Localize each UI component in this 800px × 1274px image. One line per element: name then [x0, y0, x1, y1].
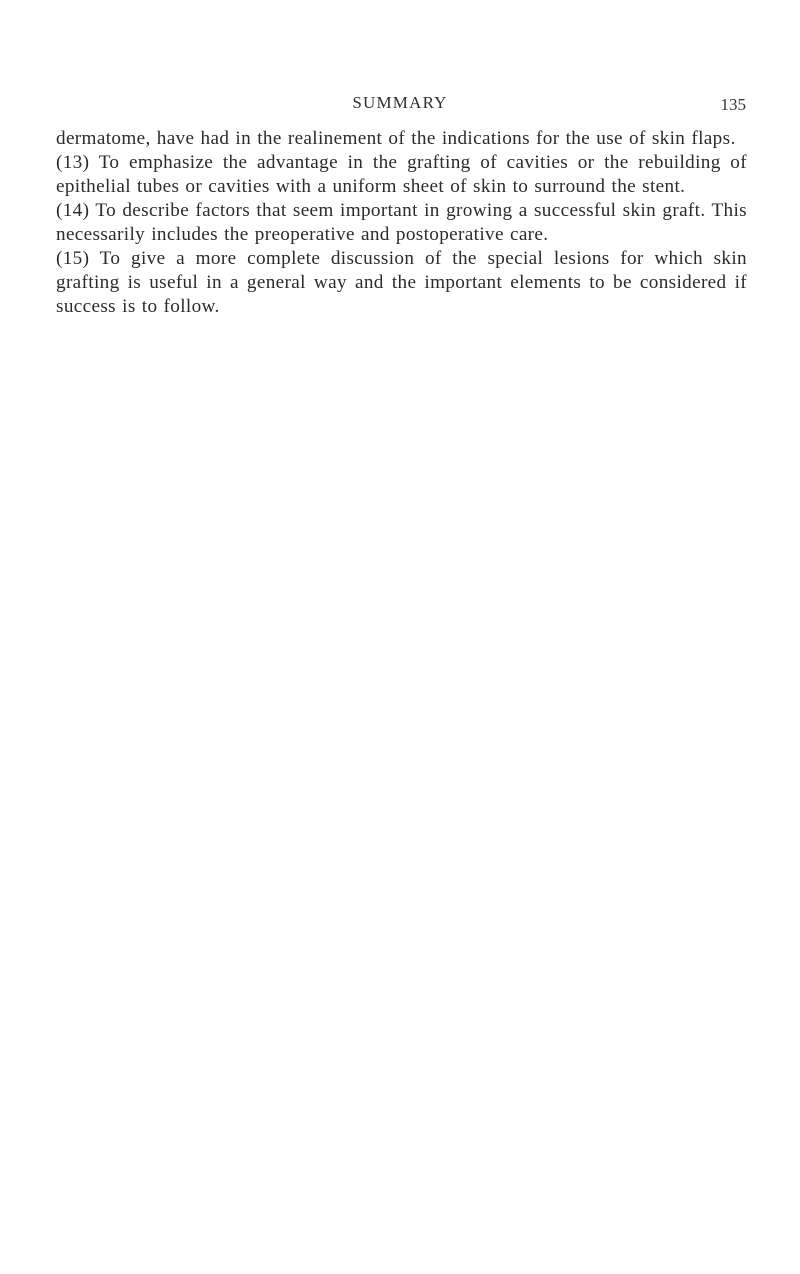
running-head: [0, 93, 800, 117]
running-title: SUMMARY: [352, 93, 448, 112]
page-number: 135: [720, 95, 746, 114]
paragraph-item-15: (15) To give a more complete discussion of the special lesions for which skin grafting is useful in a general way and the important elements to be considered if success is to follow.: [56, 248, 747, 317]
paragraph-item-13: (13) To emphasize the advantage in the grafting of cavities or the rebuilding of epithelial tubes or cavities with a uniform sheet of skin to surround the stent.: [56, 152, 747, 197]
body-text: [56, 127, 747, 319]
paragraph-continuation: dermatome, have had in the realinement of the indications for the use of skin flaps.: [56, 128, 736, 149]
paragraph-item-14: (14) To describe factors that seem important in growing a successful skin graft. This necessarily includes the preoperative and postoperative care.: [56, 200, 747, 245]
